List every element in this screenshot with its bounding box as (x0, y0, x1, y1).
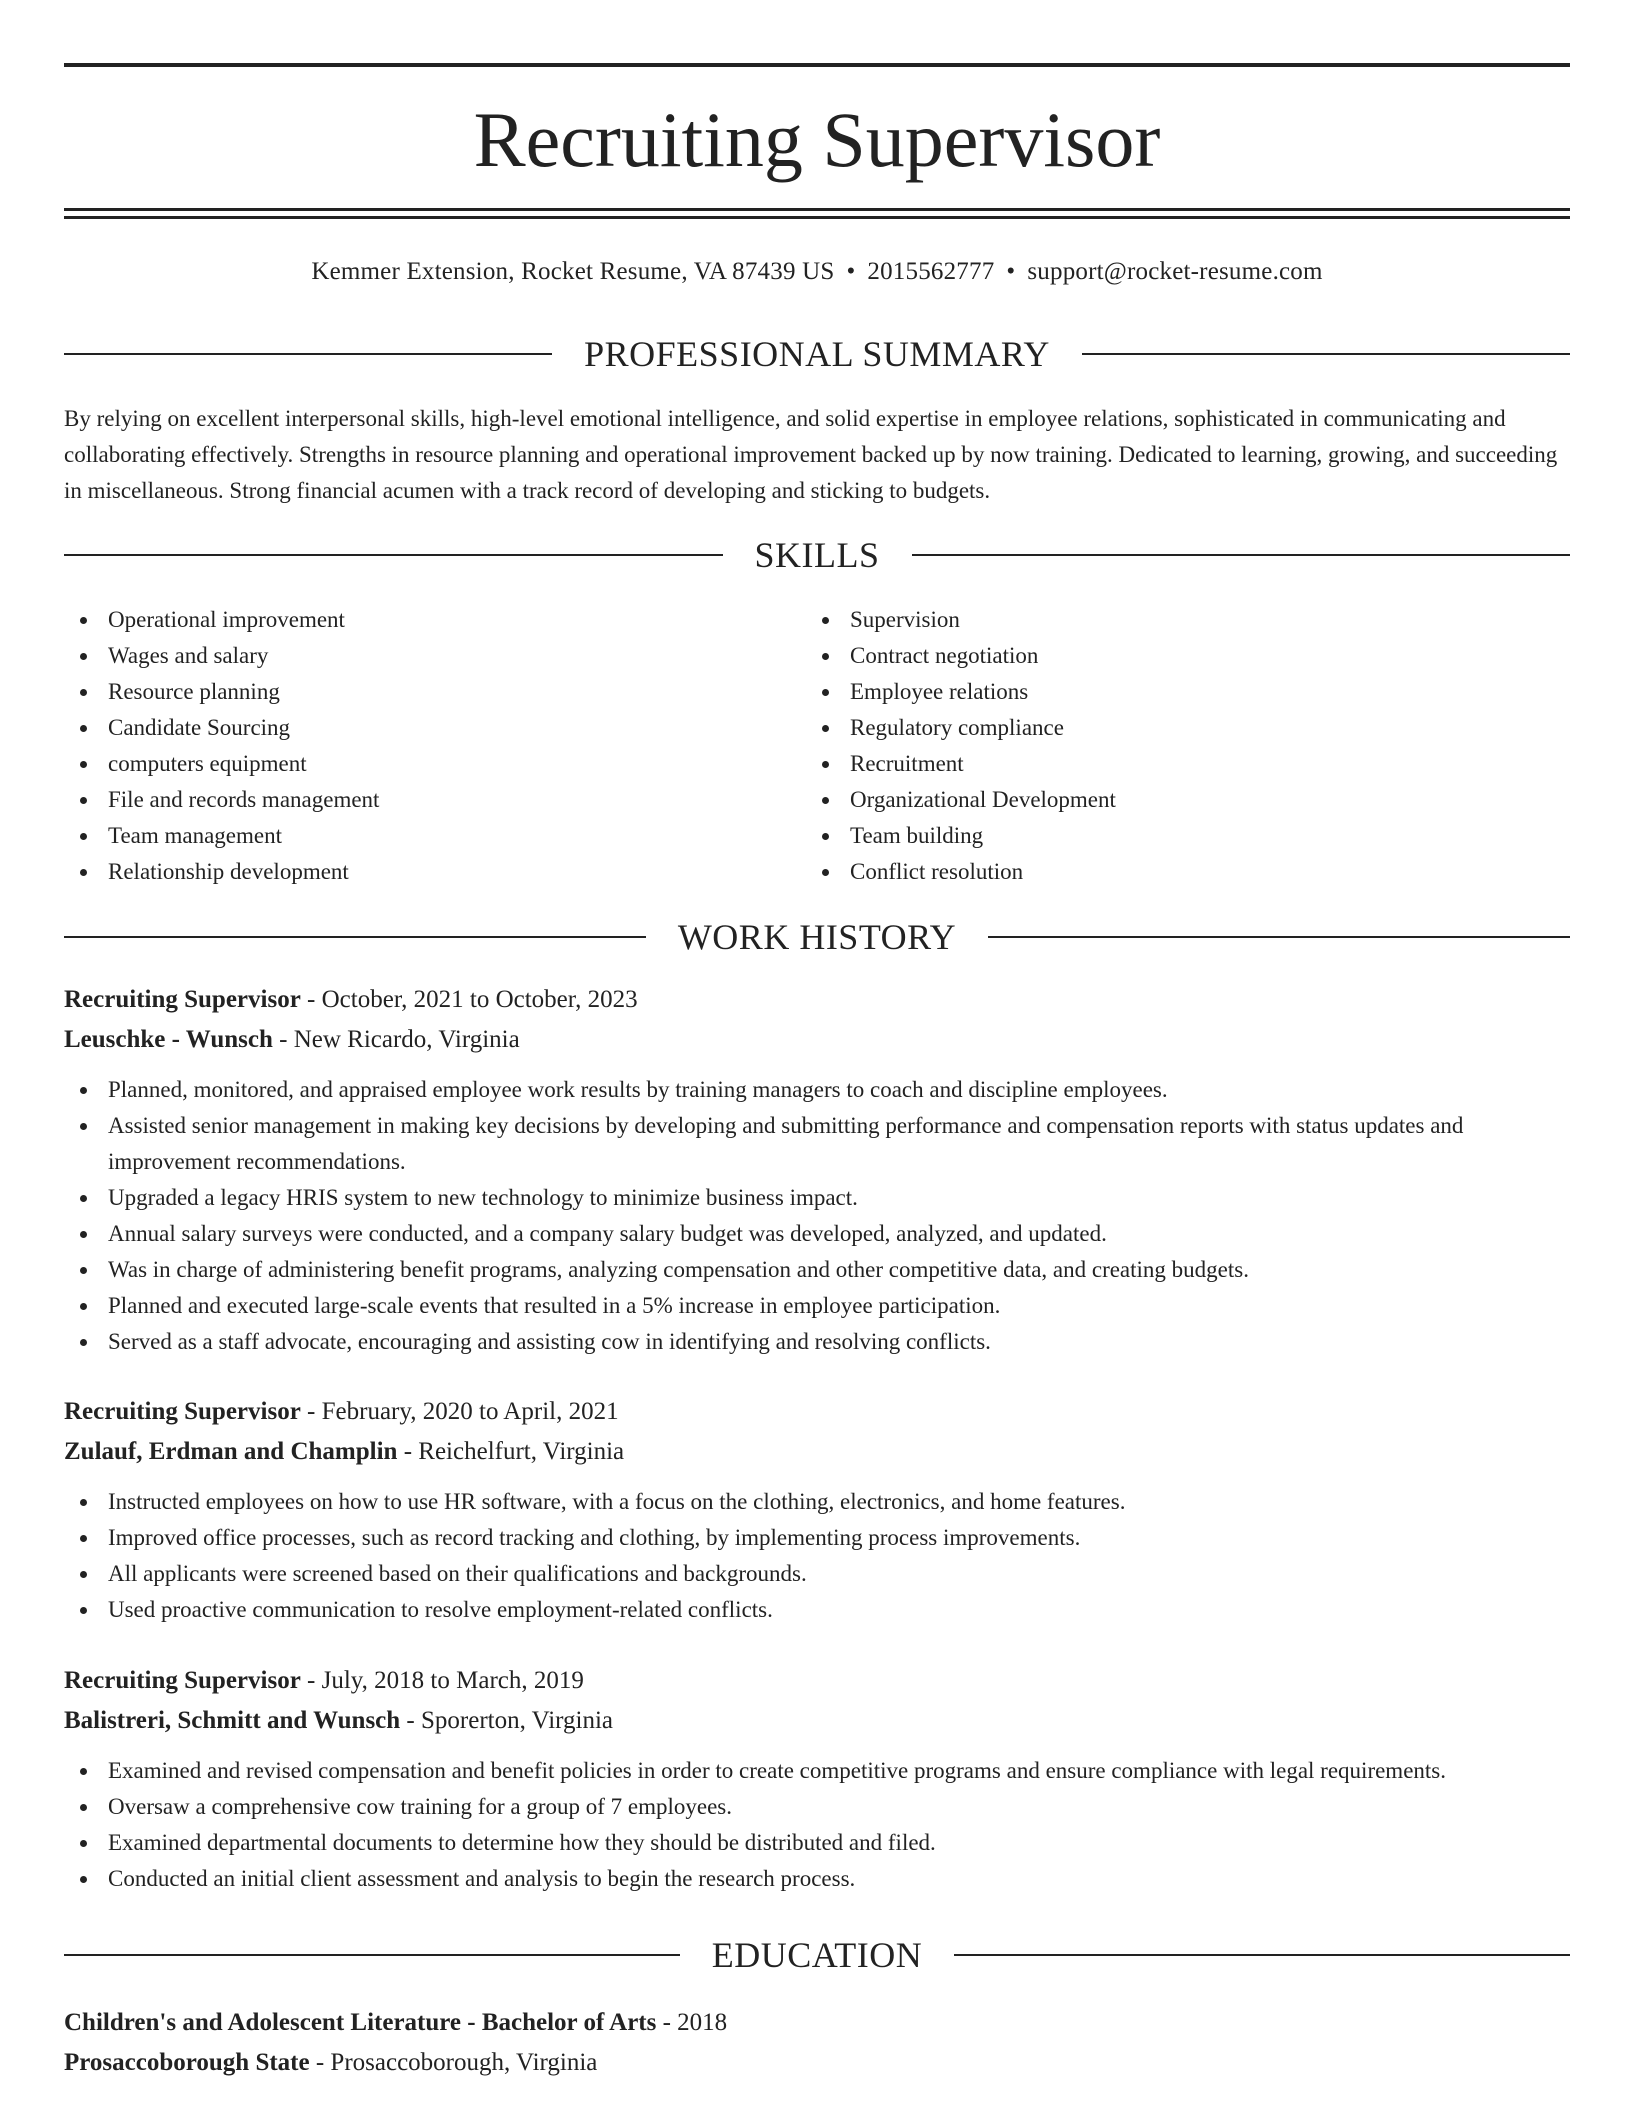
skill-item: Contract negotiation (806, 638, 1570, 674)
skill-item: Resource planning (64, 674, 804, 710)
job-title: Recruiting Supervisor (64, 1398, 301, 1425)
job-bullet: Was in charge of administering benefit programs, analyzing compensation and other competitive data, and creating budgets. (64, 1252, 1570, 1288)
job-company-line (64, 1020, 1570, 1060)
skill-item: File and records management (64, 782, 804, 818)
job-location: - Reichelfurt, Virginia (397, 1438, 625, 1465)
job-bullet: Assisted senior management in making key decisions by developing and submitting performance and compensation reports with status updates and improvement recommendations. (64, 1108, 1570, 1180)
skill-item: Organizational Development (806, 782, 1570, 818)
job-bullet: Upgraded a legacy HRIS system to new technology to minimize business impact. (64, 1180, 1570, 1216)
summary-text: By relying on excellent interpersonal skills, high-level emotional intelligence, and solid expertise in employee relations, sophisticated in communicating and collaborating effectively. Strengths in resource planning and operational improvement backed up by now training. Dedicated to learning, growing, and succeeding in miscellaneous. Strong financial acumen with a track record of developing and sticking to budgets. (64, 406, 1558, 503)
skill-item: Team management (64, 818, 804, 854)
job-bullet: Used proactive communication to resolve employment-related conflicts. (64, 1592, 1570, 1628)
education-school-line (64, 2043, 1570, 2083)
job-bullet: Instructed employees on how to use HR software, with a focus on the clothing, electronics, and home features. (64, 1484, 1570, 1520)
job-bullet: Planned, monitored, and appraised employee work results by training managers to coach and discipline employees. (64, 1072, 1570, 1108)
header-top-rule (64, 63, 1570, 67)
contact-line (64, 255, 1570, 289)
contact-address: Kemmer Extension, Rocket Resume, VA 87439 US (311, 258, 835, 285)
education-school: Prosaccoborough State (64, 2049, 310, 2076)
skill-item: Supervision (806, 602, 1570, 638)
job-title: Recruiting Supervisor (64, 986, 301, 1013)
section-heading-skills (64, 535, 1570, 575)
job-bullet: Oversaw a comprehensive cow training for a group of 7 employees. (64, 1789, 1570, 1825)
job-bullet: Served as a staff advocate, encouraging and assisting cow in identifying and resolving conflicts. (64, 1324, 1570, 1360)
education-year: - 2018 (656, 2009, 728, 2036)
heading-rule-right (912, 554, 1571, 556)
heading-rule-left (64, 554, 723, 556)
contact-separator: • (1006, 258, 1016, 285)
job-dates: - July, 2018 to March, 2019 (300, 1667, 584, 1694)
job-company-line (64, 1701, 1570, 1741)
job-bullet: Conducted an initial client assessment and analysis to begin the research process. (64, 1861, 1570, 1897)
job-bullets (64, 1753, 1570, 1897)
skill-item: Conflict resolution (806, 854, 1570, 890)
section-heading-summary (64, 334, 1570, 374)
job-company: Balistreri, Schmitt and Wunsch (64, 1707, 401, 1734)
skills-list-right (806, 602, 1570, 890)
job-bullet: Planned and executed large-scale events that resulted in a 5% increase in employee participation. (64, 1288, 1570, 1324)
job-bullets (64, 1072, 1570, 1360)
job-dates: - October, 2021 to October, 2023 (300, 986, 638, 1013)
education-degree: Children's and Adolescent Literature - Bachelor of Arts (64, 2009, 657, 2036)
job-title-line (64, 980, 1570, 1020)
job-company-line (64, 1432, 1570, 1472)
heading-rule-right (954, 1954, 1570, 1956)
header-double-rule-upper (64, 208, 1570, 211)
section-heading-work-history (64, 917, 1570, 957)
job-location: - New Ricardo, Virginia (272, 1026, 520, 1053)
skill-item: Team building (806, 818, 1570, 854)
heading-rule-left (64, 936, 646, 938)
job-title: Recruiting Supervisor (64, 1667, 301, 1694)
section-title: PROFESSIONAL SUMMARY (584, 334, 1050, 374)
skill-item: computers equipment (64, 746, 804, 782)
job-dates: - February, 2020 to April, 2021 (300, 1398, 619, 1425)
heading-rule-left (64, 1954, 680, 1956)
job-bullet: Examined and revised compensation and benefit policies in order to create competitive programs and ensure compliance with legal requirements. (64, 1753, 1570, 1789)
job-company: Leuschke - Wunsch (64, 1026, 273, 1053)
contact-phone: 2015562777 (867, 258, 995, 285)
skill-item: Candidate Sourcing (64, 710, 804, 746)
skills-list-left (64, 602, 804, 890)
job-company: Zulauf, Erdman and Champlin (64, 1438, 398, 1465)
section-title: SKILLS (754, 535, 880, 575)
heading-rule-right (988, 936, 1570, 938)
contact-email: support@rocket-resume.com (1027, 258, 1323, 285)
skill-item: Recruitment (806, 746, 1570, 782)
job-entry (64, 1661, 1570, 1897)
resume-name: Recruiting Supervisor (473, 96, 1161, 183)
skill-item: Wages and salary (64, 638, 804, 674)
education-entry (64, 2003, 1570, 2083)
heading-rule-right (1082, 353, 1570, 355)
header-double-rule-lower (64, 216, 1570, 219)
job-title-line (64, 1661, 1570, 1701)
skill-item: Employee relations (806, 674, 1570, 710)
job-entry (64, 1392, 1570, 1628)
section-title: WORK HISTORY (677, 917, 957, 957)
job-bullet: Improved office processes, such as record tracking and clothing, by implementing process improvements. (64, 1520, 1570, 1556)
job-title-line (64, 1392, 1570, 1432)
skill-item: Operational improvement (64, 602, 804, 638)
section-title: EDUCATION (711, 1935, 923, 1975)
job-entry (64, 980, 1570, 1360)
job-bullet: All applicants were screened based on their qualifications and backgrounds. (64, 1556, 1570, 1592)
heading-rule-left (64, 353, 552, 355)
job-bullets (64, 1484, 1570, 1628)
contact-separator: • (846, 258, 856, 285)
section-heading-education (64, 1935, 1570, 1975)
education-degree-line (64, 2003, 1570, 2043)
job-bullet: Annual salary surveys were conducted, and a company salary budget was developed, analyzed, and updated. (64, 1216, 1570, 1252)
job-location: - Sporerton, Virginia (400, 1707, 614, 1734)
skill-item: Relationship development (64, 854, 804, 890)
job-bullet: Examined departmental documents to determine how they should be distributed and filed. (64, 1825, 1570, 1861)
education-location: - Prosaccoborough, Virginia (309, 2049, 598, 2076)
skill-item: Regulatory compliance (806, 710, 1570, 746)
